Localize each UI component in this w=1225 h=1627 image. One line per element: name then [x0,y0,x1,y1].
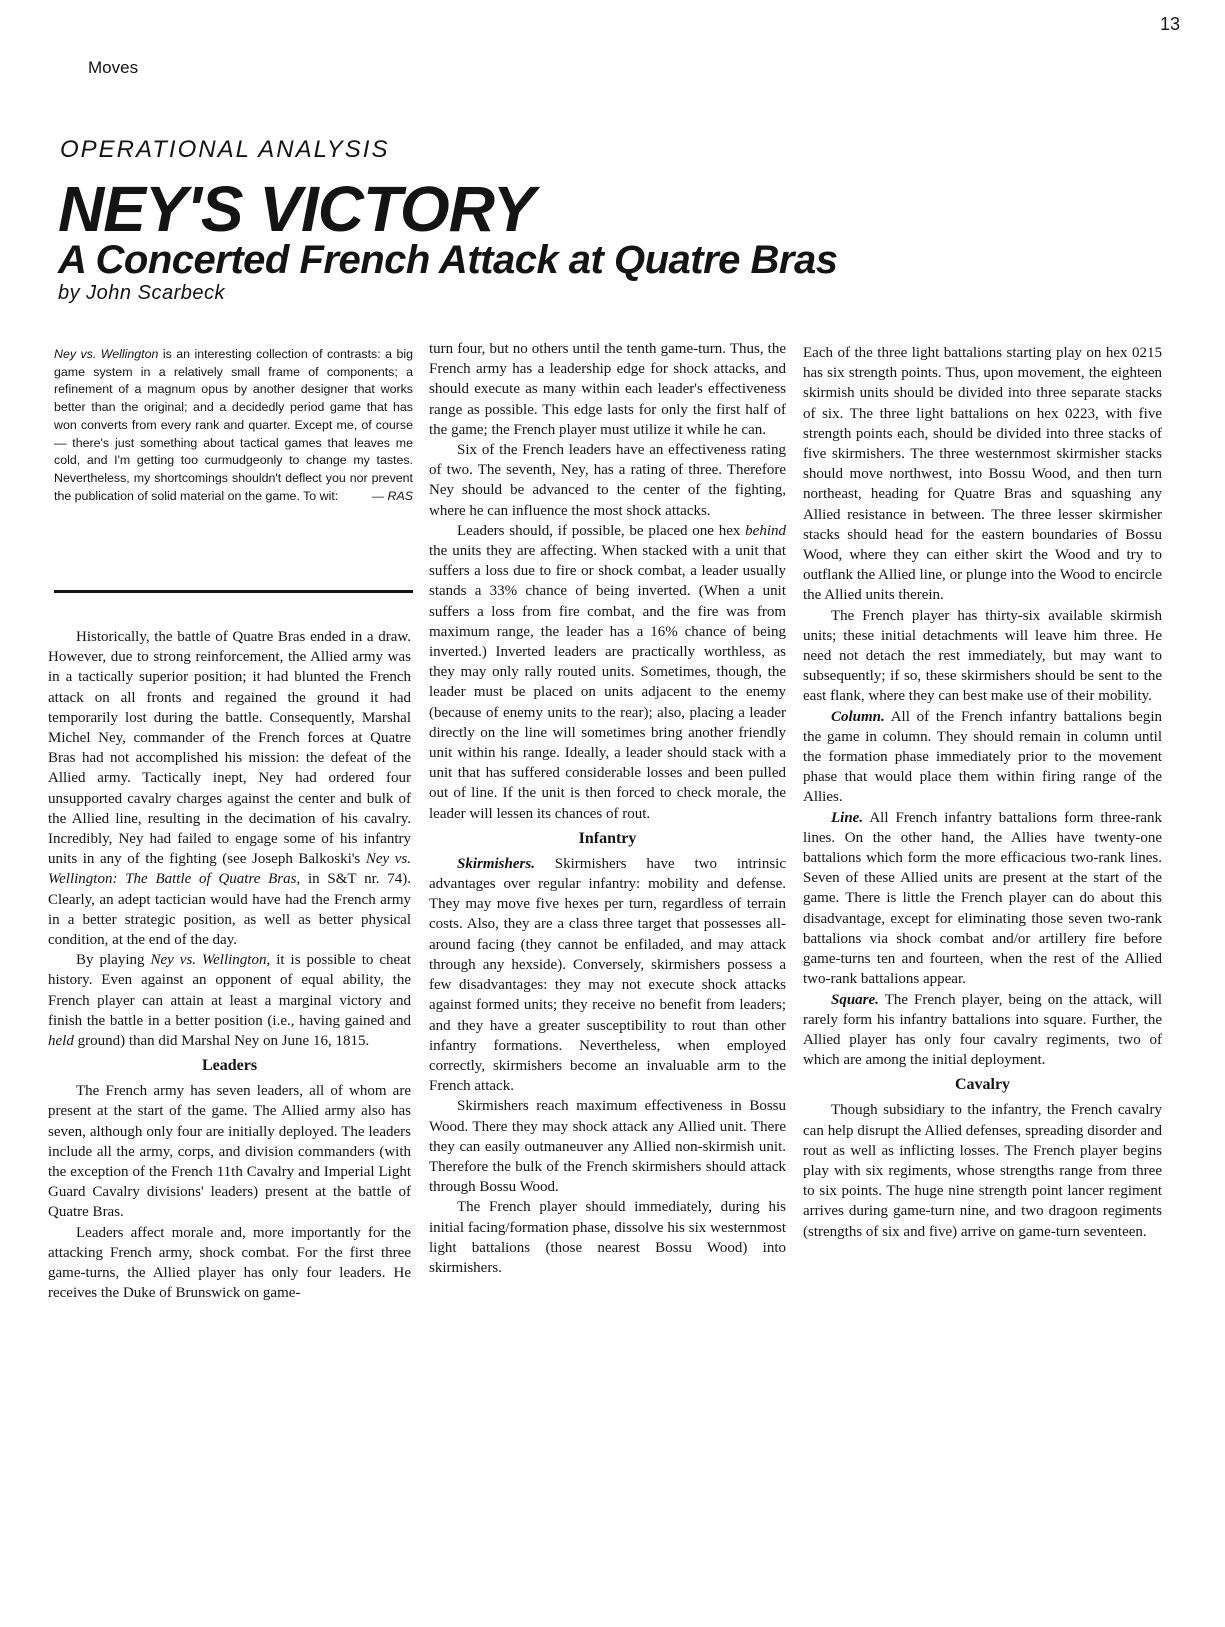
text-run: , in S&T nr. 74). Clearly, an adept tactician would have had the French army in a better strategic position, as well as better physical condition, at the end of the day. [48,871,411,949]
column-3 [803,343,1162,1242]
article-title: NEY'S VICTORY [58,173,535,245]
intro-game-title: Ney vs. Wellington [54,347,159,361]
column-2 [429,339,786,1278]
page-number: 13 [1160,14,1181,34]
paragraph [48,627,411,950]
paragraph: Six of the French leaders have an effectiveness rating of two. The seventh, Ney, has a rating of three. Therefore Ney should be advanced to the center of the fighting, where he can influence the most shock attacks. [429,442,786,519]
text-run-italic: Ney vs. Wellington [150,952,267,969]
paragraph: turn four, but no others until the tenth game-turn. Thus, the French army has a leadership edge for shock attacks, and should execute as many within each leader's effectiveness range as possible. This edge lasts for only the first half of the game; the French player must utilize it while he can. [429,341,786,438]
text-run: By playing [76,952,151,969]
editor-intro [54,346,413,505]
run-in-heading: Square. [831,991,879,1008]
run-in-heading: Column. [831,708,885,725]
column-1 [48,627,411,1304]
paragraph: The French army has seven leaders, all of whom are present at the start of the game. The Allied army also has seven, although only four are initially deployed. The leaders include all the army, corps, and division commanders (with the exception of the French 11th Cavalry and Imperial Light Guard Cavalry divisions' leaders) present at the battle of Quatre Bras. [48,1083,411,1221]
text-run: the units they are affecting. When stacked with a unit that suffers a loss due to fire or shock combat, a leader usually stands a 33% chance of being inverted. (When a unit suffers a loss from fire combat, and the fire was from maximum range, the leader has a 16% chance of being inverted.) Inverted leaders are practically worthless, as they may only rally routed units. Sometimes, though, the leader must be placed on units adjacent to the enemy (because of enemy units to the rear); also, placing a leader directly on the line will sometimes bring another friendly unit within his range. Ideally, a leader should stack with a unit that has suffered considerable losses and been pulled out of line. If the unit is then forced to check morale, the leader will lessen its chances of rout. [429,543,786,822]
paragraph: Each of the three light battalions starting play on hex 0215 has six strength points. Thus, upon movement, the eighteen skirmish units should be divided into three separate stacks of six. The three light battalions on hex 0223, with five strength points each, should be divided into three stacks of five skirmishers. The three westernmost skirmisher stacks should move northwest, into Bossu Wood, and then turn northeast, heading for Quatre Bras and squashing any Allied resistance in between. The three lesser skirmisher stacks should head for the eastern boundaries of Bossu Wood, where they can either skirt the Wood and try to outflank the Allied line, or plunge into the Wood to encircle the Allied units therein. [803,345,1162,604]
text-run: Skirmishers have two intrinsic advantages over regular infantry: mobility and defense. They may move five hexes per turn, regardless of terrain costs. Also, they are a class three target that possesses all-around facing (they cannot be enfiladed, and may attack through any hexside). Conversely, skirmishers possess a few disadvantages: they may not execute shock attacks against formed units; they receive no benefit from leaders; and they have a greater susceptibility to rout than other infantry formations. Nevertheless, when employed correctly, skirmishers become an invaluable arm to the French attack. [429,855,786,1095]
text-run: Leaders should, if possible, be placed one hex [457,522,746,539]
section-heading-leaders: Leaders [201,1057,258,1075]
intro-text: is an interesting collection of contrasts: a big game system in a relatively small frame of components; a refinement of a magnum opus by another designer that works better than the original; and a decidedly period game that has won converts from every rank and quarter. Except me, of course — there's just something about tactical games that leaves me cold, and I'm getting too curmudgeonly to change my tastes. Nevertheless, my shortcomings shouldn't deflect you nor prevent the publication of solid material on the game. To wit: [54,347,413,503]
text-run-italic: held [48,1033,74,1050]
section-kicker: OPERATIONAL ANALYSIS [60,136,390,163]
byline: by John Scarbeck [58,282,225,304]
paragraph: The French player should immediately, during his initial facing/formation phase, dissolve his six westernmost light battalions (those nearest Bossu Wood) into skirmishers. [429,1199,786,1276]
paragraph [803,707,1162,808]
paragraph: Leaders affect morale and, more importantly for the attacking French army, shock combat. For the first three game-turns, the Allied player has only four leaders. He receives the Duke of Brunswick on game- [48,1224,411,1302]
text-run: The French player, being on the attack, will rarely form his infantry battalions into square. Further, the Allied player has only four cavalry regiments, two of which are among the initial deployment. [803,991,1162,1069]
run-in-heading: Line. [831,809,864,826]
section-heading-infantry: Infantry [578,829,637,847]
paragraph: The French player has thirty-six available skirmish units; these initial detachments will leave him three. He need not detach the rest immediately, but may want to subsequently; if so, these skirmishers should be sent to the east flank, where they can best make use of their mobility. [803,607,1162,705]
paragraph [429,854,786,1096]
text-run: Historically, the battle of Quatre Bras ended in a draw. However, due to strong reinforcement, the Allied army was in a tactically superior position; it had blunted the French attack on all fronts and regained the ground it had temporarily lost during the battle. Consequently, Marshal Michel Ney, commander of the French forces at Quatre Bras had not accomplished his mission: the defeat of the Allied army. Tactically inept, Ney had ordered four unsupported cavalry charges against the center and bulk of the Allied line, resulting in the decimation of his cavalry. Incredibly, Ney had failed to engage some of his infantry units in any of the fighting (see Joseph Balkoski's [48,629,411,868]
text-run-italic: behind [745,522,786,539]
text-run: All French infantry battalions form three-rank lines. On the other hand, the Allies have twenty-one battalions which form the more efficacious two-rank lines. Seven of these Allied units are present at the start of the game. There is little the French player can do about this disadvantage, except for eliminating those seven two-rank battalions via shock combat and/or artillery fire before game-turns ten and fourteen, when the rest of the Allied two-rank battalions appear. [803,809,1162,988]
paragraph: Skirmishers reach maximum effectiveness in Bossu Wood. There they may shock attack any Allied unit. There they can easily outmaneuver any Allied non-skirmish unit. Therefore the bulk of the French skirmishers should attack through Bossu Wood. [429,1098,786,1196]
paragraph [803,990,1162,1071]
intro-divider [54,590,413,593]
paragraph [803,808,1162,990]
text-run: ground) than did Marshal Ney on June 16, 1815. [73,1033,370,1050]
paragraph [48,950,411,1051]
article-subtitle: A Concerted French Attack at Quatre Bras [58,238,838,282]
paragraph [429,521,786,824]
magazine-name: Moves [88,58,139,77]
text-run-italic: Ney vs. Wellington: The Battle of Quatre Bras [48,851,411,888]
paragraph: Though subsidiary to the infantry, the French cavalry can help disrupt the Allied defenses, spreading disorder and rout as well as inflicting losses. The French player begins play with six regiments, whose strengths range from three to six points. The huge nine strength point lancer regiment arrives during game-turn nine, and two dragoon regiments (strengths of six and five) arrive on game-turn seventeen. [803,1102,1162,1240]
run-in-heading: Skirmishers. [457,855,535,872]
text-run: , it is possible to cheat history. Even against an opponent of equal ability, the French player can attain at least a marginal victory and finish the battle in a better position (i.e., having gained and [48,952,411,1029]
text-run: All of the French infantry battalions begin the game in column. They should remain in column until the formation phase immediately prior to the movement phase that would place them within firing range of the Allies. [803,708,1162,806]
section-heading-cavalry: Cavalry [954,1076,1011,1094]
intro-signature: — RAS [371,488,413,503]
